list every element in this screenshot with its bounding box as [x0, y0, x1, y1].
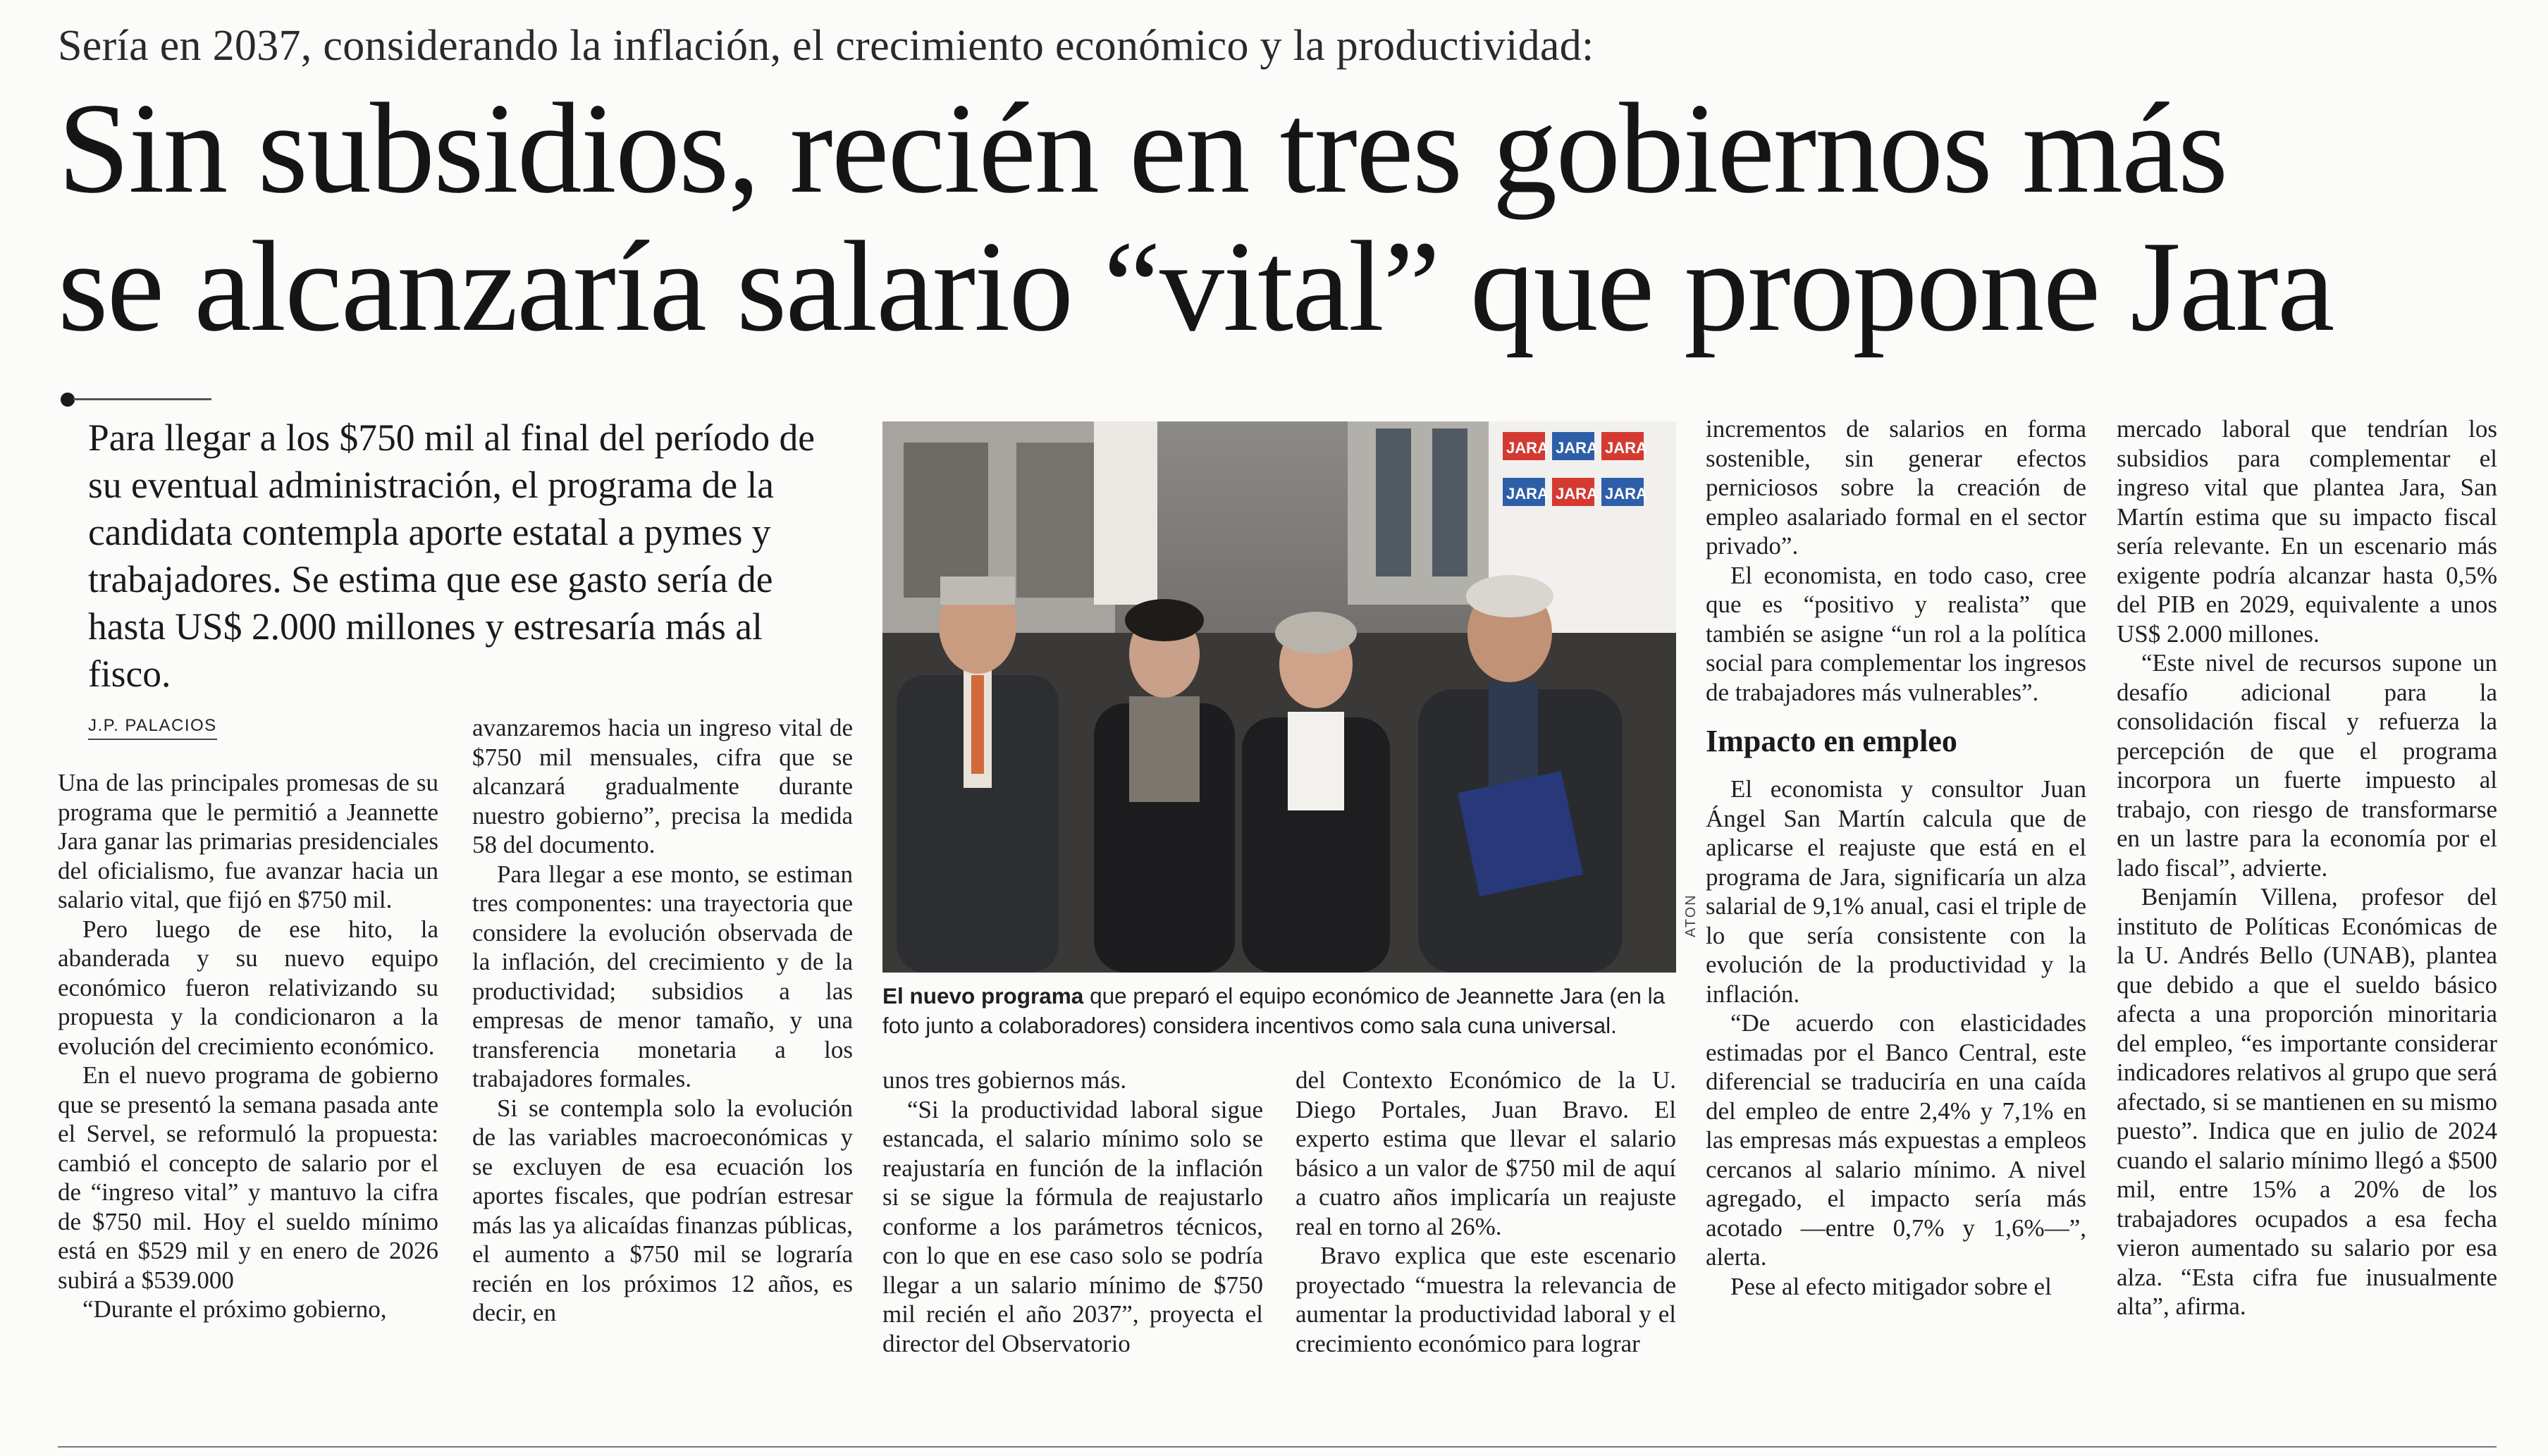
- sign-text: JARA: [1506, 439, 1549, 457]
- paragraph: mercado laboral que tendrían los subsidios para complementar el ingreso vital que plantea Jara, San Martín estima que su impacto fiscal sería relevante. En un escenario más exigente podría alcanzar hasta 0,5% del PIB en 2029, equivalente a unos US$ 2.000 millones.: [2117, 415, 2497, 648]
- lead-rule-line: [73, 398, 211, 400]
- photo-illustration: [882, 421, 1676, 973]
- paragraph: “Este nivel de recursos supone un desafío adicional para la consolidación fiscal y refuerza la percepción de que el programa incorpora un fuerte impuesto al trabajo, con riesgo de transformarse en un lastre para la economía por el lado fiscal”, advierte.: [2117, 649, 2497, 882]
- headline-line-2: se alcanzaría salario “vital” que propone Jara: [58, 214, 2334, 358]
- headline: [58, 76, 2497, 358]
- paragraph: incrementos de salarios en forma sostenible, sin generar efectos perniciosos sobre la creación de empleo asalariado formal en el sector privado”.: [1706, 415, 2086, 560]
- column-6: [2117, 414, 2497, 1321]
- photo-credit: ATON: [1683, 894, 1699, 937]
- column-2: [472, 713, 853, 1328]
- photo-caption: [882, 981, 1676, 1040]
- column-5: [1706, 414, 2086, 1301]
- paragraph: Si se contempla solo la evolución de las variables macroeconómicas y se excluyen de esa ecuación los aportes fiscales, que podrían estresar más las ya alicaídas finanzas públicas, el aumento a $750 mil se lograría recién en los próximos 12 años, es decir, en: [472, 1094, 853, 1326]
- sign-text: JARA: [1556, 439, 1598, 457]
- paragraph: Para llegar a ese monto, se estiman tres componentes: una trayectoria que considere la evolución observada de la inflación, del crecimiento y de la productividad; subsidios a las empresas de menor tamaño, y una transferencia monetaria a los trabajadores formales.: [472, 860, 853, 1092]
- paragraph: El economista y consultor Juan Ángel San Martín calcula que de aplicarse el reajuste que está en el programa de Jara, significaría un alza salarial de 9,1% anual, casi el triple de lo que sería consistente con la evolución de la productividad y la inflación.: [1706, 775, 2086, 1008]
- caption-bold: El nuevo programa: [882, 983, 1084, 1008]
- paragraph: del Contexto Económico de la U. Diego Portales, Juan Bravo. El experto estima que llevar el salario básico a un valor de $750 mil de aquí a cuatro años implicaría un reajuste real en torno al 26%.: [1295, 1066, 1676, 1240]
- article-photo: [882, 421, 1676, 973]
- kicker: Sería en 2037, considerando la inflación, el crecimiento económico y la productividad:: [58, 22, 1594, 70]
- paragraph: Pese al efecto mitigador sobre el: [1730, 1272, 2052, 1300]
- headline-line-1: Sin subsidios, recién en tres gobiernos más: [58, 76, 2227, 220]
- sign-text: JARA: [1605, 439, 1647, 457]
- sign-text: JARA: [1556, 485, 1598, 502]
- paragraph: Una de las principales promesas de su programa que le permitió a Jeannette Jara ganar las primarias presidenciales del oficialismo, fue avanzar hacia un salario vital, que fijó en $750 mil.: [58, 769, 438, 913]
- lead-paragraph: Para llegar a los $750 mil al final del período de su eventual administración, el programa de la candidata contempla aporte estatal a pymes y trabajadores. Se estima que ese gasto sería de hasta US$ 2.000 millones y estresaría más al fisco.: [88, 417, 816, 695]
- bottom-rule: [58, 1446, 2497, 1448]
- sign-text: JARA: [1506, 485, 1549, 502]
- paragraph: Pero luego de ese hito, la abanderada y su nuevo equipo económico fueron relativizando su propuesta y la condicionaron a la evolución del crecimiento económico.: [58, 915, 438, 1060]
- paragraph: “Durante el próximo gobierno,: [82, 1295, 387, 1323]
- paragraph: Benjamín Villena, profesor del instituto de Políticas Económicas de la U. Andrés Bello (UNAB), plantea que debido a que el sueldo básico afecta a una proporción minoritaria del empleo, “es importante considerar indicadores relativos al grupo que será afectado, si se mantienen en su mismo puesto”. Indica que en julio de 2024 cuando el salario mínimo llegó a $500 mil, entre 15% a 20% de los trabajadores ocupados a esa fecha vieron aumentado su salario por esa alza. “Esta cifra fue inusualmente alta”, afirma.: [2117, 883, 2497, 1320]
- sign-text: JARA: [1605, 485, 1647, 502]
- column-4: [1295, 1066, 1676, 1358]
- paragraph: El economista, en todo caso, cree que es “positivo y realista” que también se asigne “un rol a la política social para complementar los ingresos de trabajadores más vulnerables”.: [1706, 561, 2086, 706]
- subheading: Impacto en empleo: [1706, 724, 1957, 758]
- paragraph: unos tres gobiernos más.: [882, 1066, 1127, 1094]
- paragraph: “Si la productividad laboral sigue estancada, el salario mínimo solo se reajustaría en función de la inflación si se sigue la fórmula de reajustarlo conforme a los parámetros técnicos, con lo que en ese caso solo se podría llegar a un salario mínimo de $750 mil recién el año 2037”, proyecta el director del Observatorio: [882, 1095, 1263, 1357]
- paragraph: avanzaremos hacia un ingreso vital de $750 mil mensuales, cifra que se alcanzará gradualmente durante nuestro gobierno”, precisa la medida 58 del documento.: [472, 714, 853, 858]
- lead-rule-dot: [61, 393, 75, 407]
- caption-text: que preparó el equipo económico de Jeannette Jara (en la foto junto a colaboradores) considera incentivos como sala cuna universal.: [882, 983, 1666, 1038]
- byline: J.P. PALACIOS: [88, 716, 217, 740]
- paragraph: “De acuerdo con elasticidades estimadas por el Banco Central, este diferencial se traduciría en una caída del empleo de entre 2,4% y 7,1% en las empresas más expuestas a empleos cercanos al salario mínimo. A nivel agregado, el impacto sería más acotado —entre 0,7% y 1,6%—”, alerta.: [1706, 1009, 2086, 1271]
- column-3: [882, 1066, 1263, 1358]
- paragraph: En el nuevo programa de gobierno que se presentó la semana pasada ante el Servel, se reformuló la propuesta: cambió el concepto de salario por el de “ingreso vital” y mantuvo la cifra de $750 mil. Hoy el sueldo mínimo está en $529 mil y en enero de 2026 subirá a $539.000: [58, 1061, 438, 1294]
- paragraph: Bravo explica que este escenario proyectado “muestra la relevancia de aumentar la productividad laboral y el crecimiento económico para lograr: [1295, 1242, 1676, 1357]
- column-1: [58, 768, 438, 1324]
